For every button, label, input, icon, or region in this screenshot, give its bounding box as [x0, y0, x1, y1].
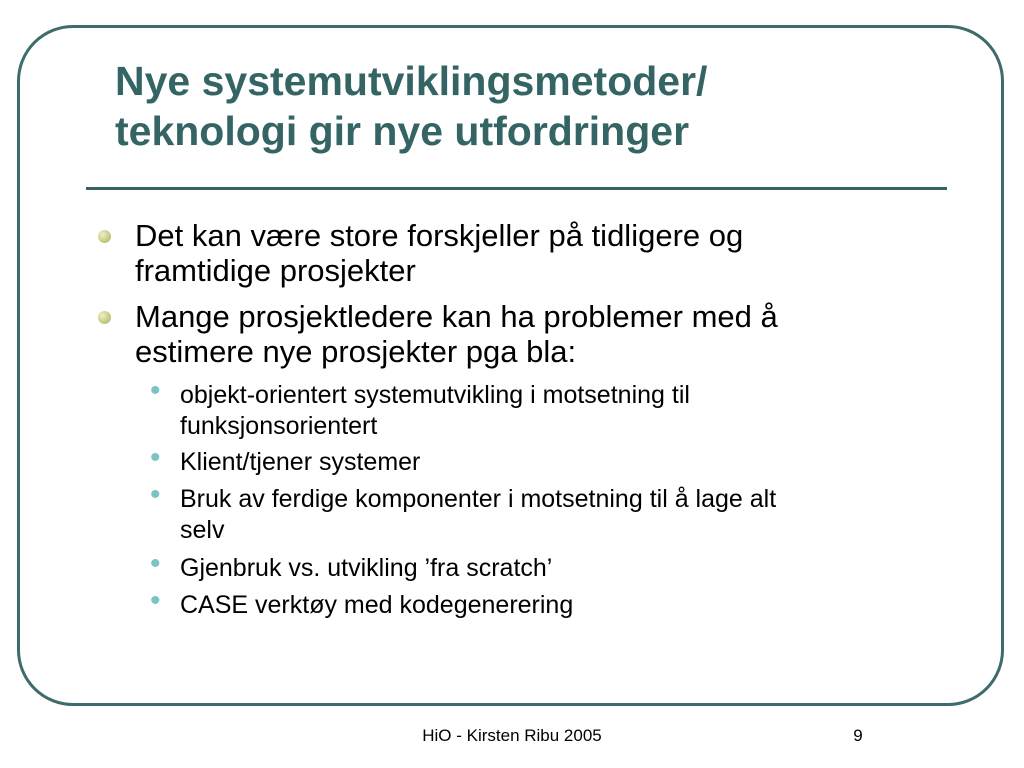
title-line-1: Nye systemutviklingsmetoder/ — [115, 58, 708, 104]
sub-bullet-dot-icon: • — [150, 441, 161, 474]
title-line-2: teknologi gir nye utfordringer — [115, 108, 690, 154]
sub-bullet-item — [150, 584, 960, 621]
sub-bullet-text-line: Gjenbruk vs. utvikling ’fra scratch’ — [180, 554, 553, 582]
page-number: 9 — [853, 726, 863, 745]
bullet-text-line: framtidige prosjekter — [135, 253, 416, 288]
bullet-text-line: estimere nye prosjekter pga bla: — [135, 334, 577, 369]
sub-bullet-text-line: objekt-orientert systemutvikling i motsetning til — [180, 381, 690, 409]
bullet-item — [135, 218, 935, 288]
bullet-item — [135, 299, 935, 369]
sub-bullet-item — [150, 374, 960, 442]
sub-bullet-text-line: CASE verktøy med kodegenerering — [180, 591, 574, 619]
bullet-text-line: Mange prosjektledere kan ha problemer med å — [135, 299, 778, 334]
bullet-text-line: Det kan være store forskjeller på tidligere og — [135, 218, 744, 253]
sub-bullet-dot-icon: • — [150, 547, 161, 580]
sub-bullet-dot-icon: • — [150, 584, 161, 617]
bullet-dot-icon — [98, 230, 111, 243]
sub-bullet-item — [150, 441, 960, 478]
sub-bullet-item — [150, 478, 960, 546]
footer-text: HiO - Kirsten Ribu 2005 — [422, 726, 602, 745]
sub-bullet-item — [150, 547, 960, 584]
sub-bullet-text-line: selv — [180, 516, 225, 544]
sub-bullet-text-line: Bruk av ferdige komponenter i motsetning til å lage alt — [180, 485, 777, 513]
bullet-dot-icon — [98, 311, 111, 324]
sub-bullet-dot-icon: • — [150, 374, 161, 407]
sub-bullet-text-line: funksjonsorientert — [180, 412, 378, 440]
sub-bullet-text-line: Klient/tjener systemer — [180, 448, 421, 476]
sub-bullet-dot-icon: • — [150, 478, 161, 511]
